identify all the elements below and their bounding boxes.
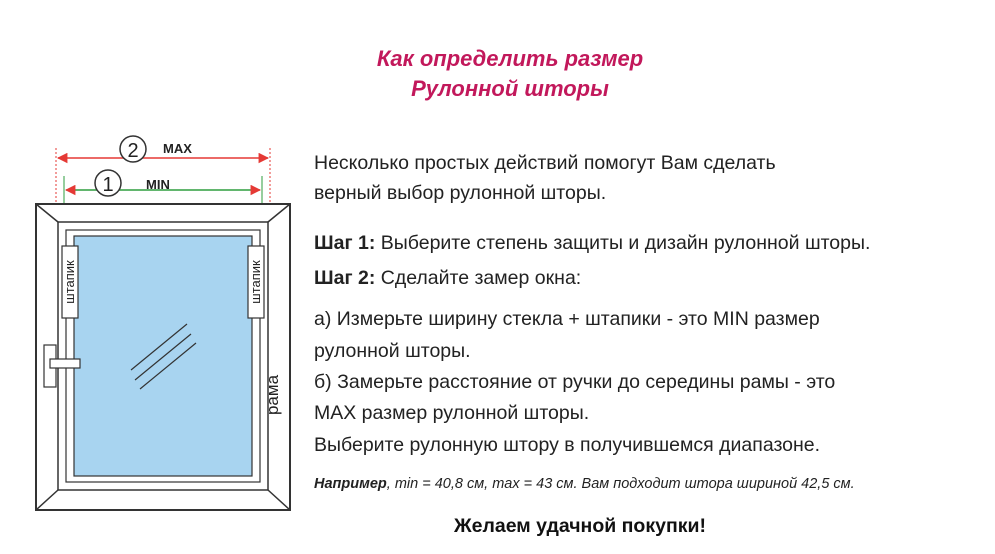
max-number: 2 — [127, 140, 139, 162]
step-b-line-2: MAX размер рулонной шторы. — [314, 402, 590, 424]
max-label: MAX — [163, 141, 192, 156]
step-a-line-1: а) Измерьте ширину стекла + штапики - это MIN размер — [314, 308, 820, 330]
example-label: Например — [314, 476, 387, 492]
step-2-label: Шаг 2: — [314, 267, 376, 289]
step-a-line-2: рулонной шторы. — [314, 340, 471, 362]
min-number: 1 — [102, 174, 114, 196]
bead-left-label: штапик — [62, 260, 77, 304]
page-title — [300, 44, 720, 104]
step-1-text: Выберите степень защиты и дизайн рулонной шторы. — [375, 232, 871, 254]
step-2 — [314, 262, 581, 294]
example-note — [314, 476, 855, 492]
closing-wish: Желаем удачной покупки! — [454, 515, 706, 537]
title-line-2: Рулонной шторы — [411, 76, 609, 101]
step-1-label: Шаг 1: — [314, 232, 376, 254]
example-text: , min = 40,8 см, max = 43 см. Вам подходит штора шириной 42,5 см. — [386, 476, 855, 492]
bead-right-label: штапик — [248, 260, 263, 304]
step-1 — [314, 227, 870, 259]
title-line-1: Как определить размер — [376, 46, 644, 71]
min-label: MIN — [146, 177, 170, 192]
intro-line-1: Несколько простых действий помогут Вам сделать — [314, 152, 776, 174]
frame-label: рама — [263, 374, 282, 416]
choose-range: Выберите рулонную штору в получившемся диапазоне. — [314, 434, 821, 456]
intro-line-2: верный выбор рулонной шторы. — [314, 182, 607, 204]
step-b-line-1: б) Замерьте расстояние от ручки до середины рамы - это — [314, 371, 836, 393]
window-diagram — [0, 0, 300, 554]
step-2-text: Сделайте замер окна: — [375, 267, 582, 289]
glass-pane — [74, 236, 252, 476]
